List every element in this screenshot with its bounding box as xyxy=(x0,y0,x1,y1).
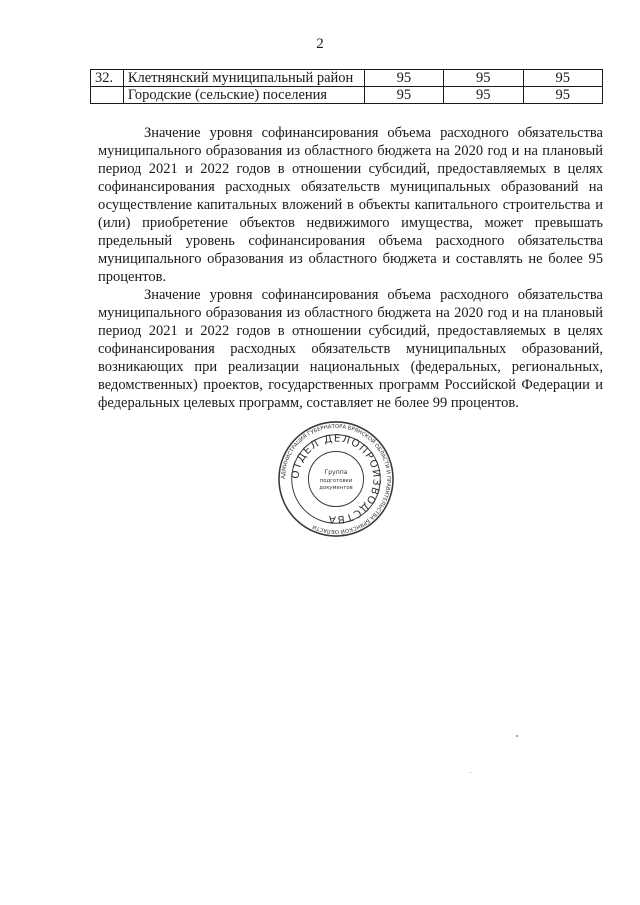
value-2022: 95 xyxy=(523,70,602,87)
value-2020: 95 xyxy=(364,87,443,104)
page-number: 2 xyxy=(316,36,324,52)
municipality-name: Клетнянский муниципальный район xyxy=(123,70,364,87)
paragraph-national-projects: Значение уровня софинансирования объема расходного обязательства муниципального образования из областного бюджета на 2020 год и на плановый период 2021 и 2022 годов в отношении субсидий, предоставляемых в целях софинансирования расходных обязательств муниципальных образований, возникающих при реализации национальных (федеральных, региональных, ведомственных) проектов, государственных программ Российской Федерации и федеральных целевых программ, составляет не более 99 процентов. xyxy=(98,287,603,411)
value-2021: 95 xyxy=(444,70,523,87)
paragraph-capital-investments: Значение уровня софинансирования объема расходного обязательства муниципального образования из областного бюджета на 2020 год и на плановый период 2021 и 2022 годов в отношении субсидий, предоставляемых в целях софинансирования расходных обязательств муниципальных образований на осуществление капитальных вложений в объекты капитального строительства и (или) приобретение объектов недвижимого имущества, может превышать предельный уровень софинансирования объема расходного обязательства муниципального образования из областного бюджета и составлять не более 95 процентов. xyxy=(98,125,603,285)
scan-speck xyxy=(470,772,471,773)
office-stamp xyxy=(277,420,395,538)
stamp-center-line: подготовки xyxy=(319,477,353,484)
stamp-middle-text: ОТДЕЛ ДЕЛОПРОИЗВОДСТВА xyxy=(289,432,383,526)
stamp-center-line: Группа xyxy=(324,469,348,477)
scan-speck xyxy=(516,735,518,737)
table-row xyxy=(91,70,603,87)
value-2021: 95 xyxy=(444,87,523,104)
row-number: 32. xyxy=(91,70,124,87)
body-text xyxy=(98,124,603,412)
stamp-outer-text: АДМИНИСТРАЦИЯ ГУБЕРНАТОРА БРЯНСКОЙ ОБЛАСТИ И ПРАВИТЕЛЬСТВА БРЯНСКОЙ ОБЛАСТИ xyxy=(280,423,392,535)
municipality-name: Городские (сельские) поселения xyxy=(123,87,364,104)
table-row xyxy=(91,87,603,104)
row-number xyxy=(91,87,124,104)
subsidy-table xyxy=(90,69,603,104)
value-2020: 95 xyxy=(364,70,443,87)
stamp-center-line: документов xyxy=(319,484,353,491)
value-2022: 95 xyxy=(523,87,602,104)
